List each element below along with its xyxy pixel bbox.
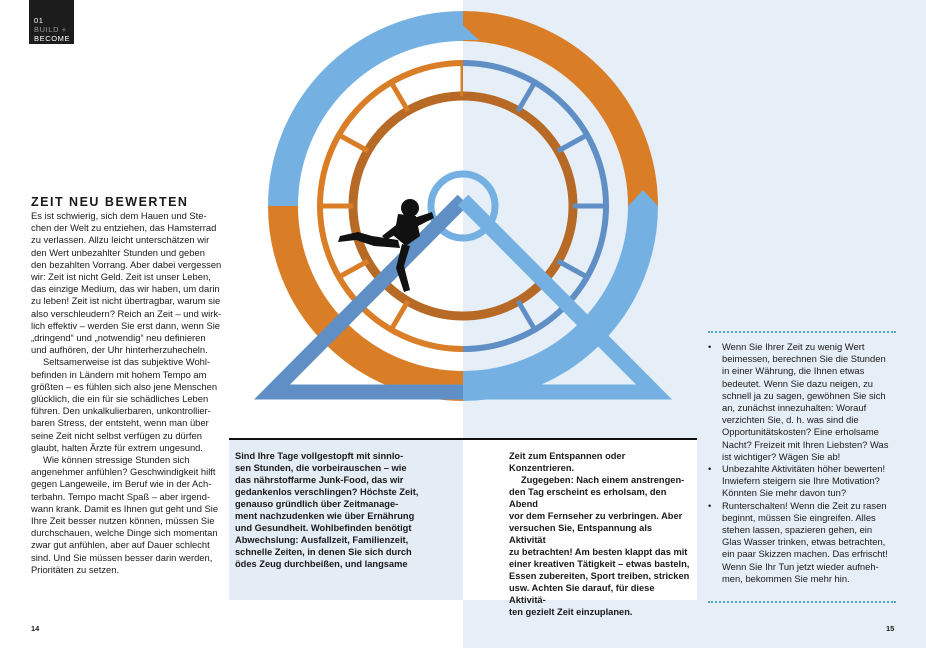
- section-heading: ZEIT NEU BEWERTEN: [31, 195, 189, 209]
- boxout-text: Sind Ihre Tage vollgestopft mit sinnlo- sen Stunden, die vorbeirauschen – wie das nährstoffarme Junk-Food, das wir gedankenlos verschlingen? Höchste Zeit, genauso gründlich über Zeitmanage- ment nachzudenken wie über Ernährung und Gesundheit. Wohlbefinden benötigt Abwechslung: Ausfallzeit, Familienzeit, schnelle Zeiten, in denen Sie sich durch ödes Zeug durchbeißen, und langsame: [235, 451, 419, 569]
- boxout-right: [463, 438, 697, 617]
- tips-list: [708, 341, 898, 585]
- boxout-left: [229, 438, 463, 600]
- tip-item: • Wenn Sie Ihrer Zeit zu wenig Wert beimessen, berechnen Sie die Stunden in einer Währung, die Ihnen etwas bedeutet. Wenn Sie dazu neigen, zu schnell ja zu sagen, gewöhnen Sie sich an, zunächst innezuhalten: Worauf verzichten Sie, d. h. was sind die Opportunitätskosten? Eine erholsame Nacht? Freizeit mit Ihren Liebsten? Was ist wichtiger? Wägen Sie ab!: [708, 341, 898, 463]
- tips-sidebar: [708, 331, 898, 585]
- section-number: 01: [34, 16, 44, 25]
- page-number-right: 15: [886, 624, 895, 633]
- body-paragraph: Wie können stressige Stunden sich angenehmer anfühlen? Geschwindigkeit hilft gegen Langeweile, im Beruf wie in der Ach- terbahn. Tempo macht Spaß – aber irgend- wann krank. Damit es Ihnen gut geht und Sie Ihre Zeit besser nutzen können, müssen Sie durchschauen, welche Dinge sich momentan zwar gut anfühlen, aber auf Dauer schlecht sind. Und Sie müssen besser darin werden, Prioritäten zu setzen.: [31, 454, 219, 575]
- left-body-text: [31, 210, 223, 576]
- dotted-divider: [708, 331, 896, 333]
- body-paragraph: Seltsamerweise ist das subjektive Wohl- befinden in Ländern mit hohem Tempo am größten – es fühlen sich also jene Menschen glücklich, die ein für sie schädliches Leben führen. Den unkalkulierbaren, unkontrollier- baren Stress, der entsteht, wenn man über seine Zeit nicht selbst verfügen zu dürfen glaubt, halten Ärzte für extrem ungesund.: [31, 356, 218, 453]
- tip-item: • Runterschalten! Wenn die Zeit zu rasen beginnt, müssen Sie eingreifen. Alles stehen lassen, spazieren gehen, ein Glas Wasser trinken, etwas betrachten, ein paar Skizzen machen. Das erfrischt! Wenn Sie Ihr Tun jetzt wieder aufneh- men, bekommen Sie mehr hin.: [708, 500, 898, 585]
- section-plus: +: [61, 25, 67, 34]
- triangle-stand: [272, 200, 654, 392]
- section-become: BECOME: [34, 34, 71, 43]
- dotted-divider: [708, 601, 896, 603]
- page-number-left: 14: [31, 624, 40, 633]
- tip-item: • Unbezahlte Aktivitäten höher bewerten! Inwiefern steigern sie Ihre Motivation? Könnten Sie mehr davon tun?: [708, 463, 898, 500]
- boxout-text: Zeit zum Entspannen oder Konzentrieren.: [509, 451, 626, 473]
- section-build: BUILD: [34, 25, 60, 34]
- body-paragraph: Es ist schwierig, sich dem Hauen und Ste- chen der Welt zu entziehen, das Hamsterrad zu verlassen. Allzu leicht unterschätzen wir den Wert unbezahlter Stunden und geben den bezahlten Vorrang. Aber dabei vergessen wir: Zeit ist nicht Geld. Zeit ist unser Leben, das einzige Medium, das wir haben, um darin zu leben! Zeit ist nicht übertragbar, warum sie also verschleudern? Reich an Zeit – und wirk- lich effektiv – werden Sie erst dann, wenn Sie „dringend“ und „notwendig“ neu definieren und aufhören, der Uhr hinterherzuhecheln.: [31, 210, 222, 356]
- boxout-text: Zugegeben: Nach einem anstrengen- den Tag erscheint es erholsam, den Abend vor dem Fernseher zu verbringen. Aber versuchen Sie, Entspannung als Aktivität zu betrachten! Am besten klappt das mit einer kreativen Tätigkeit – etwas basteln, Essen zubereiten, Sport treiben, stricken usw. Achten Sie darauf, für diese Aktivitä- ten gezielt Zeit einzuplanen.: [509, 475, 690, 617]
